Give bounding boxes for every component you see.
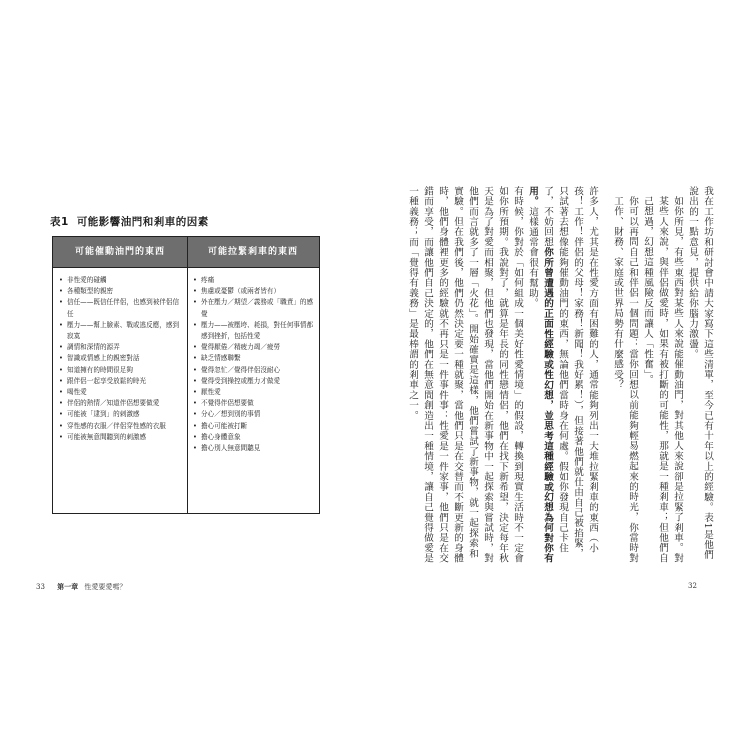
table-number: 表1	[50, 216, 69, 228]
list-item: • 焦慮或憂鬱（或兩者皆有）	[193, 286, 315, 297]
table-caption	[50, 214, 209, 229]
list-item: • 智識或情感上的親密對話	[59, 353, 183, 364]
paragraph-text: 許多人，尤其是在性愛方面有困難的人，通常能夠列出一大堆拉緊剎車的東西（小孩！工作！伴侶的父母！家務！新聞！我好累！），但接著他們就仕由自己被掐緊，只試著去想像能夠催動油門的東西，無論他們當時身在何處。假如你發現自己卡住了，不妨回想	[542, 186, 598, 559]
list-item: • 覺得厭倦／精疲力竭／疲勞	[193, 342, 315, 353]
list-item: • 知道擁有的時間很足夠	[59, 365, 183, 376]
table-header-row	[53, 237, 319, 268]
list-item: • 疼痛	[193, 275, 315, 286]
list-item: • 厭性愛	[193, 387, 315, 398]
list-item: • 可能被「逮到」的刺激感	[59, 409, 183, 420]
list-item: • 跟伴侶一起享受放鬆的時光	[59, 376, 183, 387]
list-item: • 外在壓力／期望／義務或「職責」的感覺	[193, 297, 315, 319]
paragraph: 如你所見，有些東西對某些人來說能催動油門，對其他人來說卻是拉緊了剎車。對某些人來說，與伴侶做愛時，如果有被打斷的可能性，那就是一種剎車；但他們自己想過，幻想這種風險反而讓人「性奮」。	[642, 195, 683, 563]
paragraph: 我在工作坊和研討會中請大家寫下這些清單，至今已有十年以上的經驗。表1是他們說出的一點意見，提供給你腦力激盪。	[687, 186, 713, 560]
right-page-text-block-1	[605, 186, 715, 566]
list-item: • 喝性愛	[59, 387, 183, 398]
list-item: • 覺得受到操控或壓力才做愛	[193, 376, 315, 387]
list-item: • 各種類型的親密	[59, 286, 183, 297]
list-item: • 信任——既信任伴侶，也感到被伴侶信任	[59, 297, 183, 319]
list-item: • 伴侶的熱情／知道伴侶想要做愛	[59, 398, 183, 409]
list-item: • 非性愛的碰觸	[59, 275, 183, 286]
brake-list	[193, 275, 315, 454]
list-item: • 擔心身體意象	[193, 432, 315, 443]
list-item: • 缺乏情感聯繫	[193, 353, 315, 364]
list-item: • 分心／想到別的事情	[193, 409, 315, 420]
list-item: • 擔心別人無意間聽見	[193, 443, 315, 454]
factors-table	[52, 236, 320, 514]
column-divider	[187, 237, 188, 513]
right-page-text-block-2	[407, 186, 600, 566]
list-item: • 調情和深情的源弄	[59, 342, 183, 353]
table-title: 可能影響油門和剎車的因素	[76, 216, 209, 228]
list-item: • 擔心可能被打斷	[193, 421, 315, 432]
paragraph: 有時候，你對於「如何組成一個美好性愛情境」的假設，轉換到現實生活時不一定會如你所預期。我說對了，就算是年長的同性戀情侶，他們在找下新希望，決定每年秋天是為了對愛而相聚，但他們也發現，當他們開始在新事物中一起探索與嘗試時，對他們而言就多了一層「火花」。開始確實是這樣，他們嘗試了新事物，就一起探索和實驗。但在我們後，他們仍然決定要一種就聚，當他們只是在交替而不斷更新的身體時，他們身體裡更多的經驗就不再只是一件事件事：性愛是一件家事，他們只是在交錯而享受，而讓他們自己決定的，他們在無意間創造出一種情境，讓自己覺得做愛是一種義務；而「覺得有義務」是最棒謂的剎車之一。	[407, 186, 523, 564]
list-item: • 可能被無意間聽到的刺激感	[59, 432, 183, 443]
accelerator-column-header: 可能催動油門的東西	[74, 247, 165, 257]
running-head-title: 性愛要愛嗎？	[84, 583, 127, 591]
right-page-number: 32	[688, 582, 697, 590]
accelerator-list	[59, 275, 183, 443]
brake-column-header: 可能拉緊剎車的東西	[207, 247, 298, 257]
paragraph	[525, 186, 600, 566]
running-head-chapter: 第一章	[57, 583, 79, 591]
left-page-footer	[36, 582, 126, 592]
list-item: • 覺得忽忙／覺得伴侶沒耐心	[193, 365, 315, 376]
list-item: • 穿性感的衣服／伴侶穿性感的衣服	[59, 421, 183, 432]
paragraph-text: 這樣通常會很有幫助。	[527, 206, 538, 309]
paragraph: 你可以再問自己和伴侶一個問題：當你回想以前能夠輕易燃起來的時光，你當時對工作、財務、家庭或世界局勢有什麼感受？	[612, 195, 638, 563]
list-item: • 壓力——幫上臉素、戰或逃反應，感到寂寞	[59, 320, 183, 342]
list-item: • 壓力——被壓垮、耗損，對任何事情都感到挫折，包括性愛	[193, 320, 315, 342]
page-number: 33	[36, 583, 45, 591]
list-item: • 不覺得伴侶想要做	[193, 398, 315, 409]
emphasized-text: 你所曾遭遇的正面性經驗或性幻想，並思考這種經驗或幻想為何對你有用。	[527, 186, 553, 564]
